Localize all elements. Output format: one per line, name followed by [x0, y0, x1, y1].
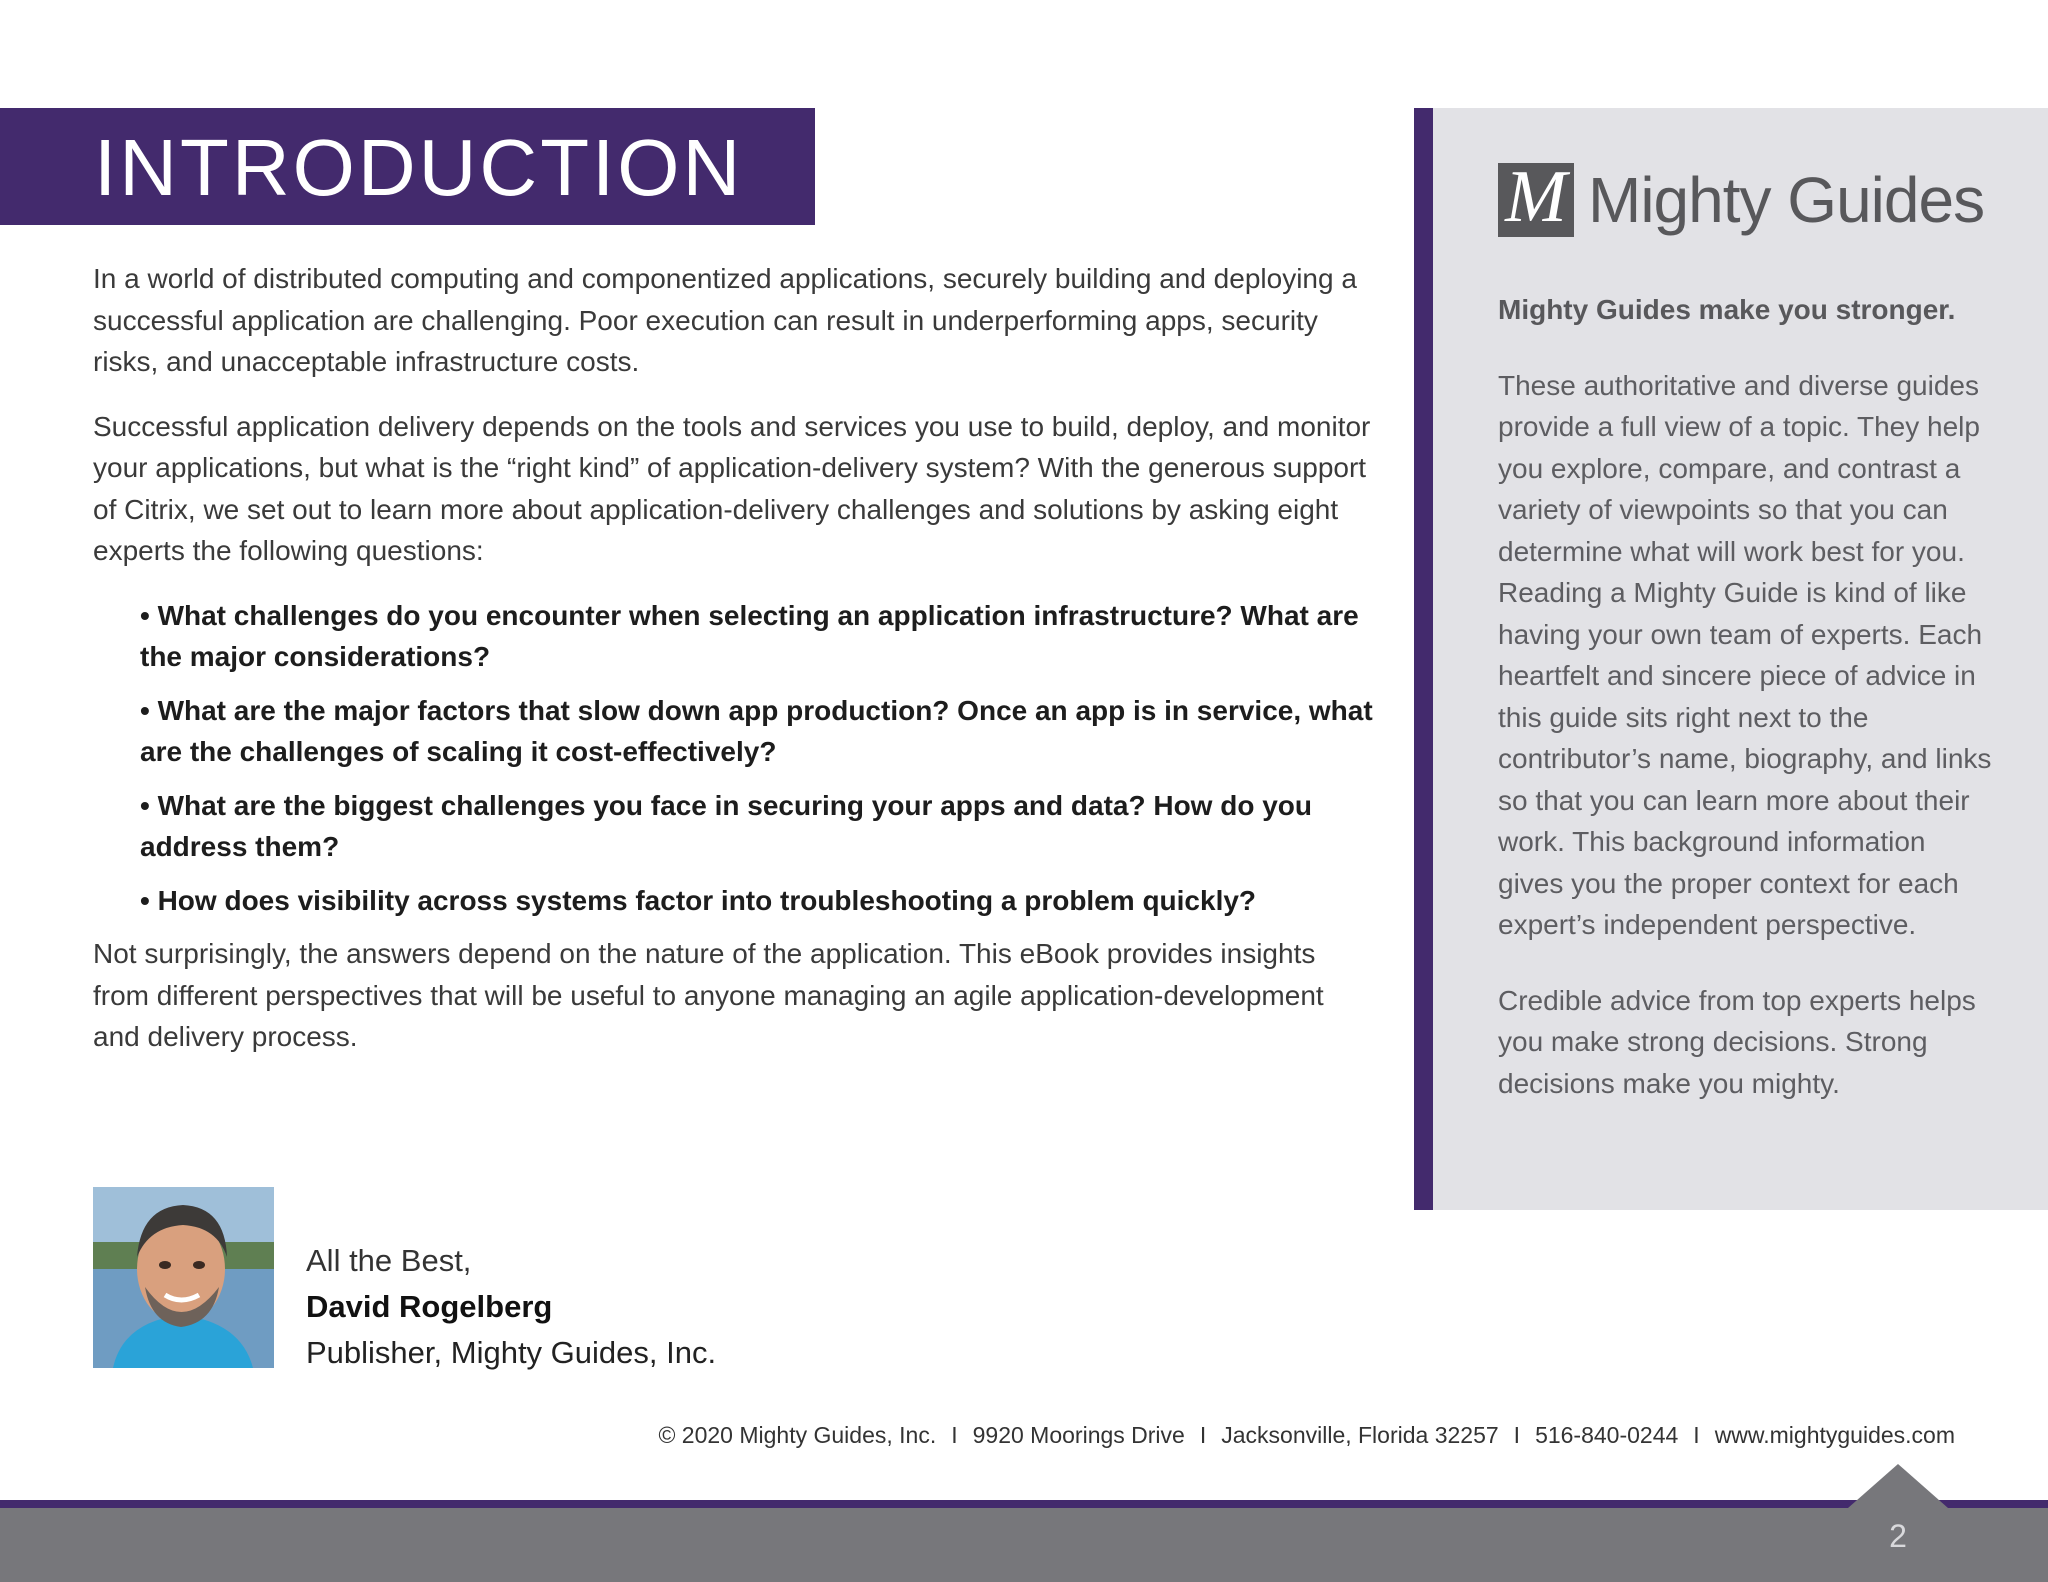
question-item: • What challenges do you encounter when selecting an application infrastructure? What are the major considerations?: [140, 599, 1359, 672]
bottom-bar: [0, 1508, 2048, 1582]
signature-block: [306, 1238, 716, 1376]
footer-separator: I: [1513, 1422, 1521, 1448]
page-number-tab: [1848, 1464, 1948, 1508]
question-list: [140, 595, 1373, 922]
mighty-guides-logo: [1498, 156, 1985, 240]
page-title: INTRODUCTION: [94, 123, 744, 212]
question-item: • How does visibility across systems factor into troubleshooting a problem quickly?: [140, 884, 1257, 916]
question-item: • What are the biggest challenges you face in securing your apps and data? How do you address them?: [140, 789, 1313, 862]
footer-website-link[interactable]: www.mightyguides.com: [1714, 1422, 1955, 1448]
question-item: • What are the major factors that slow down app production? Once an app is in service, what are the challenges of scaling it cost-effectively?: [140, 694, 1373, 767]
signature-greeting: All the Best,: [306, 1243, 472, 1278]
main-content: [93, 258, 1373, 1081]
footer-contact: [658, 1422, 1955, 1449]
footer-phone: 516-840-0244: [1535, 1422, 1679, 1448]
footer-separator: I: [1199, 1422, 1207, 1448]
logo-mark-letter: M: [1505, 156, 1567, 238]
sidebar-tagline: Mighty Guides make you stronger.: [1498, 294, 1956, 325]
closing-paragraph: Not surprisingly, the answers depend on the nature of the application. This eBook provides insights from different perspectives that will be useful to anyone managing an agile application-development and delivery process.: [93, 938, 1324, 1052]
logo-text: Mighty Guides: [1588, 164, 1985, 236]
page-number: 2: [1889, 1518, 1907, 1554]
author-photo: [93, 1187, 274, 1368]
sidebar-panel: [1414, 108, 2048, 1210]
footer-address: 9920 Moorings Drive: [972, 1422, 1185, 1448]
intro-paragraph-2: Successful application delivery depends on the tools and services you use to build, deploy, and monitor your applications, but what is the “right kind” of application-delivery system? With the generous support of Citrix, we set out to learn more about application-delivery challenges and solutions by asking eight experts the following questions:: [93, 410, 1371, 566]
portrait-image: [93, 1187, 274, 1368]
sidebar-content: [1498, 289, 1998, 1138]
bottom-accent-line: [0, 1500, 2048, 1508]
signature-name: David Rogelberg: [306, 1289, 553, 1324]
sidebar-body: These authoritative and diverse guides provide a full view of a topic. They help you explore, compare, and contrast a variety of viewpoints so that you can determine what will work best for you. Reading a Mighty Guide is kind of like having your own team of experts. Each heartfelt and sincere piece of advice in this guide sits right next to the contributor’s name, biography, and links so that you can learn more about their work. This background information gives you the proper context for each expert’s independent perspective.: [1498, 369, 1992, 940]
footer-separator: I: [951, 1422, 958, 1448]
sidebar-closing: Credible advice from top experts helps you make strong decisions. Strong decisions make you mighty.: [1498, 984, 1976, 1099]
footer-separator: I: [1693, 1422, 1700, 1448]
footer-city: Jacksonville, Florida 32257: [1221, 1422, 1499, 1448]
intro-paragraph-1: In a world of distributed computing and componentized applications, securely building and deploying a successful application are challenging. Poor execution can result in underperforming apps, security risks, and unacceptable infrastructure costs.: [93, 263, 1357, 377]
logo-mark-icon: [1498, 156, 1574, 238]
signature-role: Publisher, Mighty Guides, Inc.: [306, 1335, 717, 1370]
footer-copyright: © 2020 Mighty Guides, Inc.: [658, 1422, 937, 1448]
title-banner: [0, 108, 815, 225]
